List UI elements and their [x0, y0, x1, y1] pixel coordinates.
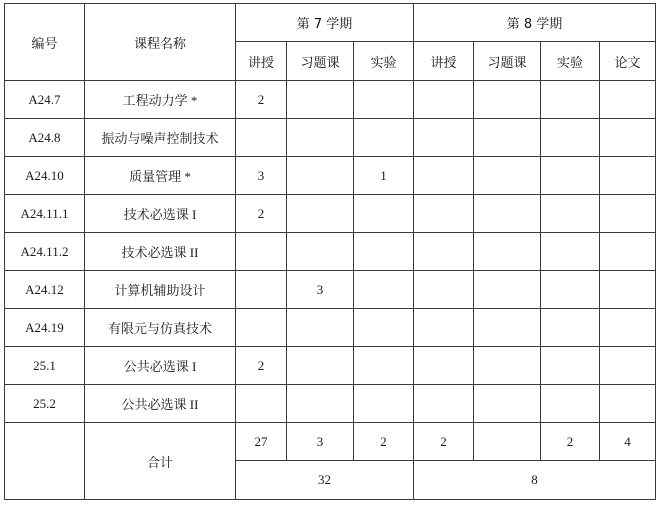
- hours-cell: [600, 347, 656, 385]
- hours-cell: [287, 195, 354, 233]
- hours-cell: [474, 233, 541, 271]
- summary-hours-cell: 2: [354, 423, 414, 461]
- hours-cell: [541, 309, 600, 347]
- hours-cell: [600, 157, 656, 195]
- hours-cell: [474, 119, 541, 157]
- table-row: [5, 195, 656, 233]
- course-code: A24.11.2: [5, 233, 85, 271]
- course-code: 25.1: [5, 347, 85, 385]
- course-code: A24.7: [5, 81, 85, 119]
- table-row: [5, 271, 656, 309]
- summary-hours-cell: 4: [600, 423, 656, 461]
- s7-lab-header: 实验: [354, 42, 414, 81]
- summary-hours-cell: 2: [414, 423, 474, 461]
- s7-lecture-header: 讲授: [236, 42, 287, 81]
- hours-cell: [600, 385, 656, 423]
- hours-cell: [541, 157, 600, 195]
- hours-cell: [541, 119, 600, 157]
- name-column-header: 课程名称: [85, 4, 236, 81]
- hours-cell: [287, 157, 354, 195]
- hours-cell: [236, 385, 287, 423]
- s8-lecture-header: 讲授: [414, 42, 474, 81]
- summary-code-cell: [5, 423, 85, 500]
- course-code: A24.8: [5, 119, 85, 157]
- header-row-1: [5, 4, 656, 42]
- hours-cell: [354, 271, 414, 309]
- hours-cell: [236, 271, 287, 309]
- s7-exercise-header: 习题课: [287, 42, 354, 81]
- table-row: [5, 119, 656, 157]
- course-code: A24.12: [5, 271, 85, 309]
- hours-cell: [414, 119, 474, 157]
- hours-cell: [236, 119, 287, 157]
- hours-cell: [474, 157, 541, 195]
- course-name: 振动与噪声控制技术: [85, 119, 236, 157]
- hours-cell: [236, 309, 287, 347]
- course-name: 公共必选课 I: [85, 347, 236, 385]
- hours-cell: 3: [236, 157, 287, 195]
- hours-cell: 2: [236, 347, 287, 385]
- hours-cell: [354, 119, 414, 157]
- summary-hours-cell: 2: [541, 423, 600, 461]
- semester-7-total: 32: [236, 461, 414, 500]
- course-code: A24.11.1: [5, 195, 85, 233]
- semester-8-header: 第 8 学期: [414, 4, 656, 42]
- table-row: [5, 157, 656, 195]
- hours-cell: [600, 81, 656, 119]
- hours-cell: [541, 347, 600, 385]
- course-name: 质量管理 *: [85, 157, 236, 195]
- hours-cell: [287, 233, 354, 271]
- course-code: A24.19: [5, 309, 85, 347]
- hours-cell: [414, 157, 474, 195]
- hours-cell: [236, 233, 287, 271]
- hours-cell: [541, 233, 600, 271]
- course-code: A24.10: [5, 157, 85, 195]
- hours-cell: [474, 385, 541, 423]
- summary-row: [5, 423, 656, 461]
- semester-7-header: 第 7 学期: [236, 4, 414, 42]
- table-row: [5, 347, 656, 385]
- hours-cell: [414, 233, 474, 271]
- table-row: [5, 385, 656, 423]
- table-row: [5, 81, 656, 119]
- summary-label: 合计: [85, 423, 236, 500]
- summary-hours-cell: 27: [236, 423, 287, 461]
- hours-cell: [414, 195, 474, 233]
- hours-cell: [354, 81, 414, 119]
- hours-cell: [600, 195, 656, 233]
- hours-cell: [474, 309, 541, 347]
- summary-hours-cell: 3: [287, 423, 354, 461]
- hours-cell: 2: [236, 195, 287, 233]
- hours-cell: [354, 233, 414, 271]
- hours-cell: [354, 309, 414, 347]
- hours-cell: 1: [354, 157, 414, 195]
- s8-exercise-header: 习题课: [474, 42, 541, 81]
- course-name: 公共必选课 II: [85, 385, 236, 423]
- hours-cell: [287, 81, 354, 119]
- hours-cell: [600, 233, 656, 271]
- course-schedule-table: [4, 3, 656, 500]
- hours-cell: [354, 347, 414, 385]
- hours-cell: [600, 309, 656, 347]
- hours-cell: [541, 271, 600, 309]
- course-name: 计算机辅助设计: [85, 271, 236, 309]
- summary-hours-cell: [474, 423, 541, 461]
- course-name: 工程动力学 *: [85, 81, 236, 119]
- table-body: [5, 81, 656, 500]
- hours-cell: [414, 309, 474, 347]
- course-name: 技术必选课 I: [85, 195, 236, 233]
- s8-lab-header: 实验: [541, 42, 600, 81]
- hours-cell: 3: [287, 271, 354, 309]
- course-code: 25.2: [5, 385, 85, 423]
- semester-8-total: 8: [414, 461, 656, 500]
- hours-cell: [287, 347, 354, 385]
- hours-cell: [354, 385, 414, 423]
- hours-cell: [414, 271, 474, 309]
- hours-cell: [414, 385, 474, 423]
- hours-cell: 2: [236, 81, 287, 119]
- hours-cell: [541, 81, 600, 119]
- hours-cell: [287, 309, 354, 347]
- course-name: 技术必选课 II: [85, 233, 236, 271]
- hours-cell: [287, 385, 354, 423]
- hours-cell: [600, 271, 656, 309]
- table-row: [5, 309, 656, 347]
- hours-cell: [287, 119, 354, 157]
- table-row: [5, 233, 656, 271]
- hours-cell: [541, 195, 600, 233]
- hours-cell: [541, 385, 600, 423]
- hours-cell: [474, 81, 541, 119]
- hours-cell: [414, 347, 474, 385]
- hours-cell: [600, 119, 656, 157]
- course-name: 有限元与仿真技术: [85, 309, 236, 347]
- hours-cell: [414, 81, 474, 119]
- table-header: [5, 4, 656, 81]
- hours-cell: [354, 195, 414, 233]
- hours-cell: [474, 347, 541, 385]
- code-column-header: 编号: [5, 4, 85, 81]
- s8-thesis-header: 论文: [600, 42, 656, 81]
- hours-cell: [474, 195, 541, 233]
- hours-cell: [474, 271, 541, 309]
